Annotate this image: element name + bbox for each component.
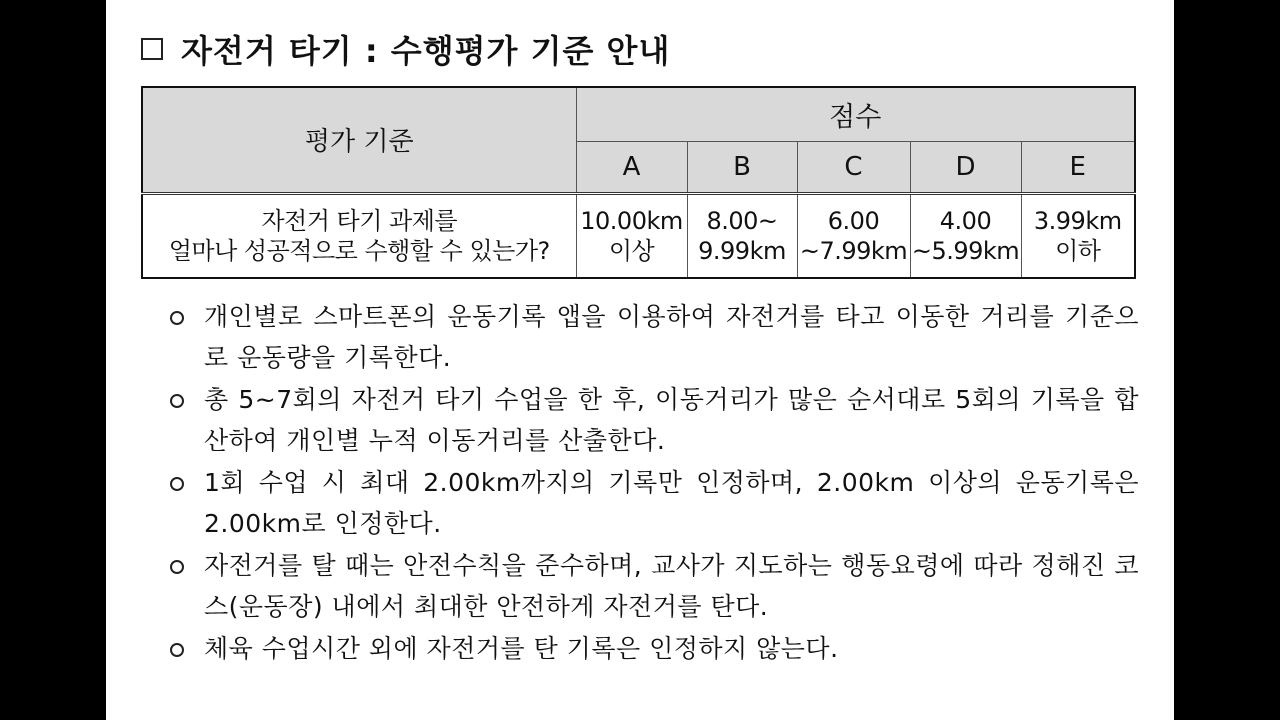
score-value: ~5.99km — [911, 236, 1020, 265]
guideline-list — [164, 296, 1139, 670]
criteria-line: 얼마나 성공적으로 수행할 수 있는가? — [168, 236, 550, 265]
list-item-text: 체육 수업시간 외에 자전거를 탄 기록은 인정하지 않는다. — [204, 634, 839, 663]
criteria-line: 자전거 타기 과제를 — [261, 206, 458, 235]
list-item-text: 개인별로 스마트폰의 운동기록 앱을 이용하여 자전거를 타고 이동한 거리를 기준으로 운동량을 기록한다. — [204, 302, 1139, 372]
page-title-row — [141, 26, 670, 72]
score-value: 3.99km — [1033, 206, 1122, 235]
criteria-header: 평가 기준 — [142, 87, 576, 193]
grade-e-header: E — [1021, 141, 1135, 193]
score-value: 10.00km — [580, 206, 683, 235]
grade-c-header: C — [797, 141, 910, 193]
list-item — [164, 628, 1139, 669]
list-item — [164, 296, 1139, 378]
score-cell-c — [797, 193, 910, 278]
grade-b-header: B — [687, 141, 797, 193]
score-value: 4.00 — [939, 206, 992, 235]
score-header: 점수 — [576, 87, 1135, 141]
page-title: 자전거 타기 : 수행평가 기준 안내 — [181, 32, 671, 70]
circle-bullet-icon — [170, 477, 184, 491]
list-item-text: 총 5~7회의 자전거 타기 수업을 한 후, 이동거리가 많은 순서대로 5회의 기록을 합산하여 개인별 누적 이동거리를 산출한다. — [204, 385, 1139, 455]
score-value: 8.00~ — [706, 206, 778, 235]
criteria-table — [141, 86, 1136, 279]
score-cell-a — [576, 193, 687, 278]
circle-bullet-icon — [170, 643, 184, 657]
list-item-text: 1회 수업 시 최대 2.00km까지의 기록만 인정하며, 2.00km 이상의 운동기록은 2.00km로 인정한다. — [204, 468, 1139, 538]
score-value: 이상 — [608, 236, 655, 265]
circle-bullet-icon — [170, 560, 184, 574]
document-page — [106, 0, 1174, 720]
score-value: ~7.99km — [799, 236, 908, 265]
criteria-cell — [142, 193, 576, 278]
list-item — [164, 462, 1139, 544]
score-cell-e — [1021, 193, 1135, 278]
grade-a-header: A — [576, 141, 687, 193]
grade-d-header: D — [910, 141, 1021, 193]
score-value: 9.99km — [698, 236, 786, 265]
checkbox-icon — [141, 38, 163, 60]
circle-bullet-icon — [170, 394, 184, 408]
list-item — [164, 545, 1139, 627]
table-row — [142, 193, 1135, 278]
score-cell-d — [910, 193, 1021, 278]
list-item-text: 자전거를 탈 때는 안전수칙을 준수하며, 교사가 지도하는 행동요령에 따라 정해진 코스(운동장) 내에서 최대한 안전하게 자전거를 탄다. — [204, 551, 1139, 621]
score-value: 6.00 — [827, 206, 880, 235]
circle-bullet-icon — [170, 311, 184, 325]
list-item — [164, 379, 1139, 461]
score-value: 이하 — [1055, 236, 1101, 265]
score-cell-b — [687, 193, 797, 278]
